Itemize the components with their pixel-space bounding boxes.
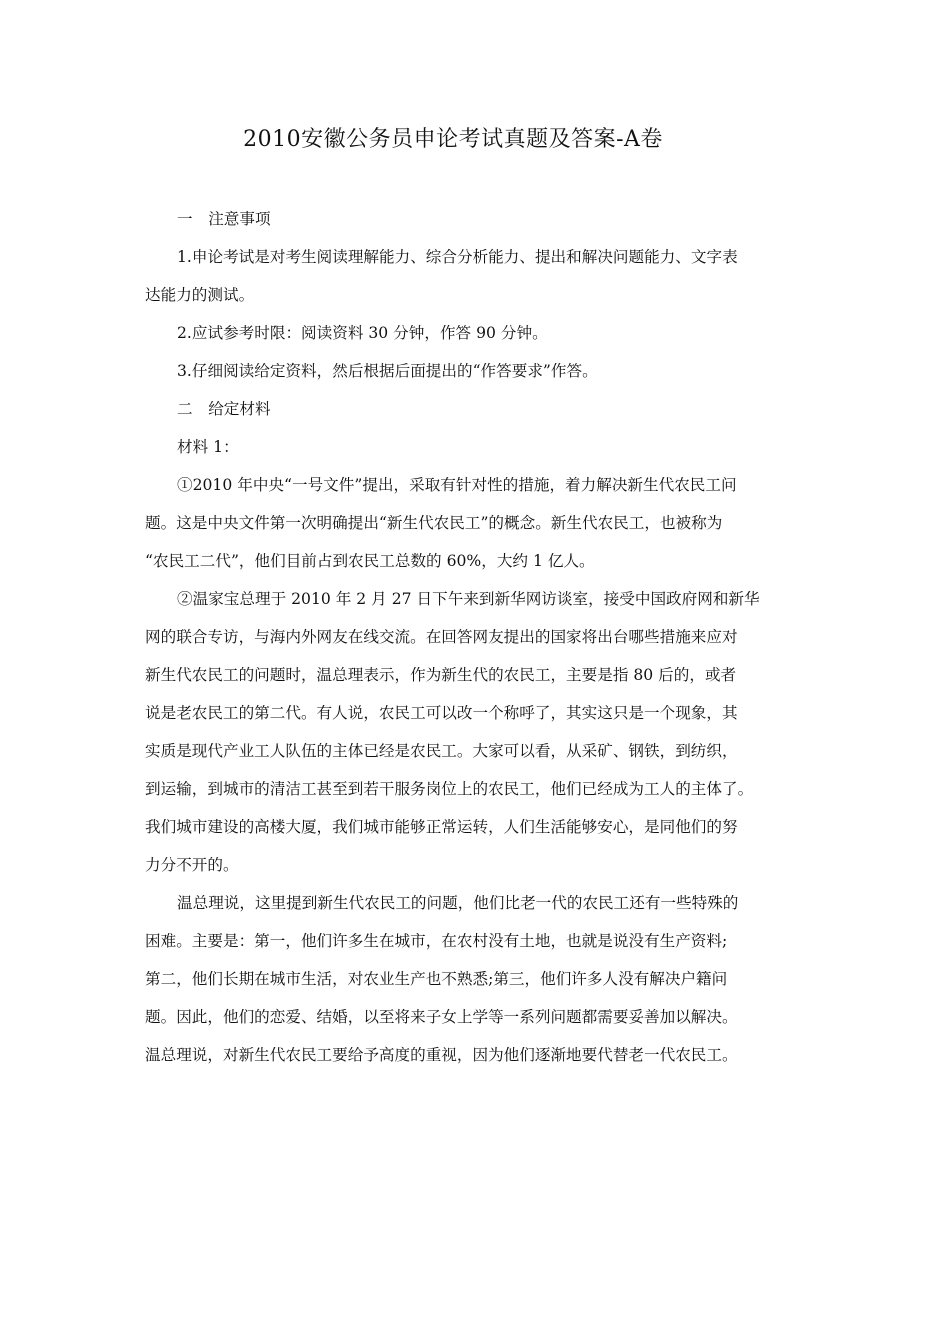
body-line: 3.仔细阅读给定资料，然后根据后面提出的“作答要求”作答。 <box>177 362 598 380</box>
document-body <box>145 200 810 1074</box>
body-line: ①2010 年中央“一号文件”提出，采取有针对性的措施，着力解决新生代农民工问 <box>177 476 737 494</box>
body-line: “农民工二代”，他们目前占到农民工总数的 60%，大约 1 亿人。 <box>145 552 595 570</box>
body-line: 实质是现代产业工人队伍的主体已经是农民工。大家可以看，从采矿、钢铁，到纺织， <box>145 742 738 760</box>
document-title: 2010安徽公务员申论考试真题及答案-A卷 <box>243 127 663 152</box>
body-line: 到运输，到城市的清洁工甚至到若干服务岗位上的农民工，他们已经成为工人的主体了。 <box>145 780 754 798</box>
body-line: 网的联合专访，与海内外网友在线交流。在回答网友提出的国家将出台哪些措施来应对 <box>145 628 738 646</box>
body-line: 第二，他们长期在城市生活，对农业生产也不熟悉;第三，他们许多人没有解决户籍问 <box>145 970 728 988</box>
body-line: 一 注意事项 <box>177 210 271 228</box>
body-line: 温总理说，对新生代农民工要给予高度的重视，因为他们逐渐地要代替老一代农民工。 <box>145 1046 738 1064</box>
body-line: 二 给定材料 <box>177 400 271 418</box>
body-line: 我们城市建设的高楼大厦，我们城市能够正常运转，人们生活能够安心，是同他们的努 <box>145 818 738 836</box>
body-line: 新生代农民工的问题时，温总理表示，作为新生代的农民工，主要是指 80 后的，或者 <box>145 666 737 684</box>
body-line: 材料 1： <box>177 438 239 456</box>
body-line: 1.申论考试是对考生阅读理解能力、综合分析能力、提出和解决问题能力、文字表 <box>177 248 738 266</box>
body-line: 力分不开的。 <box>145 856 239 874</box>
body-line: 题。这是中央文件第一次明确提出“新生代农民工”的概念。新生代农民工，也被称为 <box>145 514 723 532</box>
body-line: 2.应试参考时限：阅读资料 30 分钟，作答 90 分钟。 <box>177 324 548 342</box>
body-line: 达能力的测试。 <box>145 286 255 304</box>
body-line: 温总理说，这里提到新生代农民工的问题，他们比老一代的农民工还有一些特殊的 <box>177 894 739 912</box>
body-line: 困难。主要是：第一，他们许多生在城市，在农村没有土地，也就是说没有生产资料; <box>145 932 728 950</box>
body-line: 说是老农民工的第二代。有人说，农民工可以改一个称呼了，其实这只是一个现象，其 <box>145 704 738 722</box>
body-line: 题。因此，他们的恋爱、结婚，以至将来子女上学等一系列问题都需要妥善加以解决。 <box>145 1008 738 1026</box>
body-line: ②温家宝总理于 2010 年 2 月 27 日下午来到新华网访谈室，接受中国政府网和新华 <box>177 590 760 608</box>
